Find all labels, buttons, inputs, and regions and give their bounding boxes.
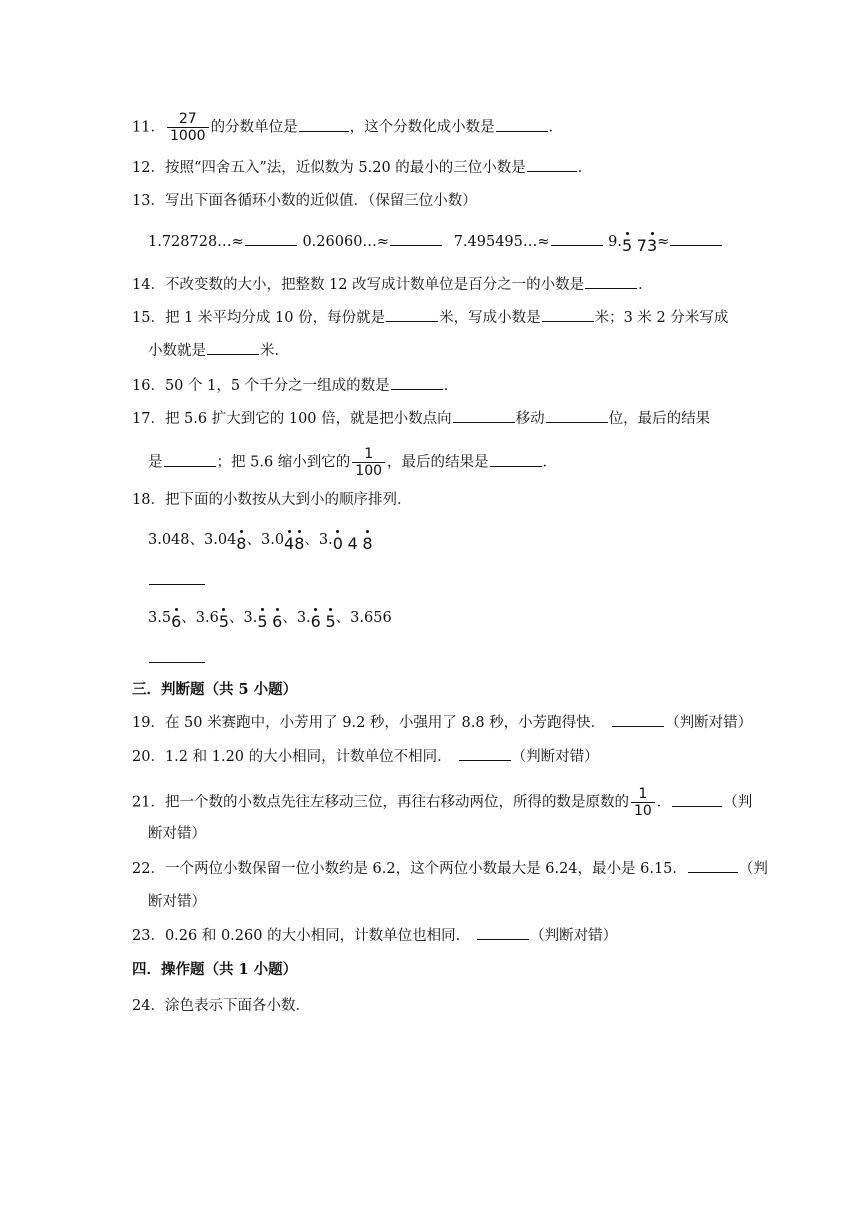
fraction [352, 446, 385, 479]
answer-blank[interactable] [245, 231, 297, 246]
question-text: 把一个数的小数点先往左移动三位，再往右移动两位，所得的数是原数的 [164, 794, 629, 811]
question-number: 24． [132, 998, 165, 1014]
decimal-item: 、3.656 [335, 610, 392, 626]
question-text: 把 1 米平均分成 10 份，每份就是 [164, 310, 386, 326]
answer-blank[interactable] [299, 117, 349, 132]
question-text: 米． [260, 343, 289, 359]
question-text: ． [577, 160, 593, 176]
question-number: 12． [132, 160, 165, 176]
section-heading: 三．判断题（共 5 小题） [132, 681, 298, 698]
question-text: 移动 [515, 411, 545, 427]
question-number: 16． [132, 378, 165, 394]
answer-blank[interactable] [453, 408, 515, 423]
question-18-row-1 [148, 528, 373, 551]
question-text: ． [656, 794, 672, 811]
question-text: 把 5.6 扩大到它的 100 倍，就是把小数点向 [164, 411, 452, 427]
fraction-numerator: 27 [178, 111, 197, 127]
answer-blank[interactable] [688, 858, 738, 873]
fraction-denominator: 10 [631, 802, 655, 819]
answer-blank[interactable] [551, 231, 603, 246]
question-text: 在 50 米赛跑中，小芳用了 9.2 秒，小强用了 8.8 秒，小芳跑得快． [164, 715, 606, 731]
decimal-item: 、3. [304, 532, 333, 548]
decimal-item: 3.5 [148, 610, 172, 626]
repeating-digit: 0 [332, 534, 343, 553]
answer-blank[interactable] [585, 274, 637, 289]
question-21 [132, 786, 752, 819]
question-text: 断对错） [148, 894, 206, 910]
question-13 [132, 190, 477, 212]
answer-blank[interactable] [477, 925, 529, 940]
answer-blank[interactable] [672, 792, 722, 807]
question-text: ． [542, 454, 558, 471]
question-text: 7.495495…≈ [453, 234, 550, 250]
question-13-items [148, 230, 723, 253]
answer-blank[interactable] [496, 117, 548, 132]
question-16 [132, 375, 458, 397]
repeating-digit: 6 [171, 612, 182, 631]
question-text: 把下面的小数按从大到小的顺序排列． [164, 492, 412, 508]
question-18-blank-1 [148, 570, 206, 592]
question-text: 50 个 1，5 个千分之一组成的数是 [164, 378, 390, 394]
question-text: 米；3 米 2 分米写成 [594, 310, 729, 326]
question-text: ；把 5.6 缩小到它的 [216, 454, 351, 471]
question-24 [132, 995, 310, 1017]
question-text: （判断对错） [530, 928, 618, 944]
question-text: 的分数单位是 [210, 119, 298, 136]
repeating-digit: 5 [218, 612, 229, 631]
answer-blank[interactable] [164, 452, 216, 467]
question-number: 18． [132, 492, 165, 508]
question-21-cont [148, 823, 206, 845]
digit: 4 [347, 534, 358, 553]
question-text: 不改变数的大小，把整数 12 改写成计数单位是百分之一的小数是 [164, 277, 585, 293]
answer-blank[interactable] [527, 157, 577, 172]
question-text: 小数就是 [148, 343, 206, 359]
answer-blank[interactable] [670, 231, 722, 246]
answer-blank[interactable] [612, 712, 664, 727]
repeating-digit: 5 [257, 612, 268, 631]
question-number: 22． [132, 861, 165, 877]
question-text: 位，最后的结果 [608, 411, 711, 427]
question-text: ． [548, 119, 564, 136]
repeating-digit: 6 [310, 612, 321, 631]
answer-blank[interactable] [391, 375, 443, 390]
question-text: 涂色表示下面各小数． [164, 998, 310, 1014]
question-18-row-2 [148, 606, 392, 629]
question-number: 23． [132, 928, 165, 944]
question-11 [132, 111, 563, 144]
question-text: ． [638, 277, 653, 293]
answer-blank[interactable] [207, 340, 259, 355]
question-number: 15． [132, 310, 165, 326]
decimal-item: 3.048、3.04 [148, 532, 237, 548]
fraction-numerator: 1 [364, 446, 374, 462]
question-18 [132, 489, 411, 511]
repeating-digit: 6 [272, 612, 283, 631]
question-text: （判断对错） [511, 749, 599, 765]
question-17-cont [148, 446, 557, 479]
question-text: 是 [148, 454, 163, 471]
question-text: 断对错） [148, 826, 206, 842]
fraction-numerator: 1 [638, 786, 648, 802]
question-number: 13． [132, 193, 165, 209]
question-17 [132, 408, 710, 430]
question-22 [132, 858, 768, 880]
question-number: 20． [132, 749, 165, 765]
repeating-digit: 8 [236, 534, 247, 553]
answer-blank[interactable] [149, 570, 205, 585]
question-text: 一个两位小数保留一位小数约是 6.2，这个两位小数最大是 6.24，最小是 6.15． [164, 861, 687, 877]
question-20 [132, 746, 599, 768]
question-text: 按照“四舍五入”法，近似数为 5.20 的最小的三位小数是 [164, 160, 526, 176]
question-number: 17． [132, 411, 165, 427]
answer-blank[interactable] [459, 746, 511, 761]
question-text: 写出下面各循环小数的近似值．（保留三位小数） [164, 193, 477, 209]
fraction-denominator: 1000 [167, 127, 209, 144]
question-15 [132, 307, 728, 329]
repeating-digit: 8 [362, 534, 373, 553]
question-text: 0.26 和 0.260 的大小相同，计数单位也相同． [164, 928, 471, 944]
question-text: ，这个分数化成小数是 [349, 119, 495, 136]
question-text: ≈ [657, 234, 670, 250]
decimal-item: 、3. [282, 610, 311, 626]
repeating-digit: 5 [621, 236, 633, 255]
question-text: 1.728728…≈ [148, 234, 244, 250]
question-12 [132, 157, 592, 179]
question-text: ． [443, 378, 459, 394]
decimal-item: 、3.0 [246, 532, 285, 548]
question-text: 米，写成小数是 [439, 310, 541, 326]
question-23 [132, 925, 617, 947]
question-text: ，最后的结果是 [387, 454, 489, 471]
question-text: 1.2 和 1.20 的大小相同，计数单位不相同． [164, 749, 452, 765]
repeating-digit: 8 [294, 534, 305, 553]
question-14 [132, 274, 653, 296]
question-text: 0.26060…≈ [302, 234, 390, 250]
question-text: （判 [738, 861, 768, 877]
question-text: （判断对错） [665, 715, 753, 731]
question-19 [132, 712, 752, 734]
decimal-item: 、3.6 [181, 610, 219, 626]
question-number: 21． [132, 794, 165, 811]
repeating-digit: 5 [325, 612, 336, 631]
fraction [167, 111, 209, 144]
answer-blank[interactable] [490, 452, 542, 467]
question-number: 11． [132, 119, 165, 136]
question-number: 19． [132, 715, 165, 731]
digit: 7 [636, 236, 647, 255]
decimal-item: 、3. [229, 610, 258, 626]
answer-blank[interactable] [386, 307, 438, 322]
repeating-digit: 4 [284, 534, 295, 553]
answer-blank[interactable] [542, 307, 594, 322]
question-number: 14． [132, 277, 165, 293]
question-text: （判 [723, 794, 753, 811]
question-text: 9. [608, 234, 622, 250]
answer-blank[interactable] [546, 408, 608, 423]
fraction-denominator: 100 [352, 462, 385, 479]
question-15-cont [148, 340, 289, 362]
fraction [631, 786, 655, 819]
question-22-cont [148, 891, 206, 913]
repeating-digit: 3 [646, 236, 658, 255]
answer-blank[interactable] [149, 648, 205, 663]
answer-blank[interactable] [390, 231, 442, 246]
section-heading: 四．操作题（共 1 小题） [132, 961, 298, 978]
question-18-blank-2 [148, 648, 206, 670]
